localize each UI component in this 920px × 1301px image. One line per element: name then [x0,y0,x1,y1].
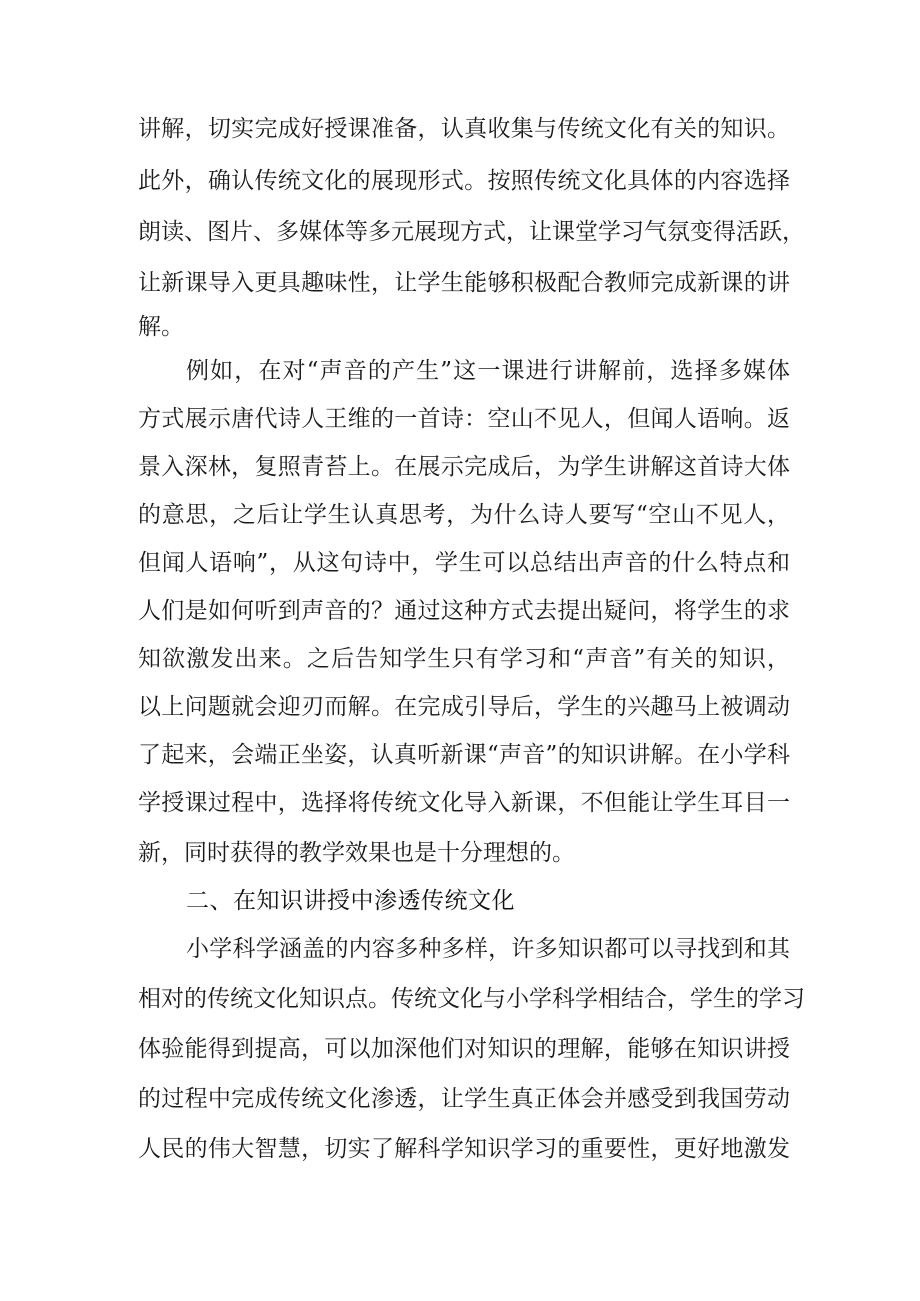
text-line: 的意思，之后让学生认真思考，为什么诗人要写“空山不见人， [138,502,790,528]
text-line: 小学科学涵盖的内容多种多样，许多知识都可以寻找到和其 [186,936,790,962]
text-line: 例如，在对“声音的产生”这一课进行讲解前，选择多媒体 [186,358,790,384]
text-line: 朗读、图片、多媒体等多元展现方式，让课堂学习气氛变得活跃， [138,219,805,245]
section-heading: 二、在知识讲授中渗透传统文化 [186,888,515,914]
text-line: 的过程中完成传统文化渗透，让学生真正体会并感受到我国劳动 [138,1086,790,1112]
text-line: 人民的伟大智慧，切实了解科学知识学习的重要性，更好地激发 [138,1136,790,1162]
text-line: 人们是如何听到声音的？通过这种方式去提出疑问，将学生的求 [138,598,790,624]
text-line: 知欲激发出来。之后告知学生只有学习和“声音”有关的知识， [138,646,790,672]
text-line: 新，同时获得的教学效果也是十分理想的。 [138,840,575,866]
text-line: 方式展示唐代诗人王维的一首诗：空山不见人，但闻人语响。返 [138,406,790,432]
text-line: 此外，确认传统文化的展现形式。按照传统文化具体的内容选择 [138,168,790,194]
text-line: 相对的传统文化知识点。传统文化与小学科学相结合，学生的学习 [138,986,805,1012]
text-line: 以上问题就会迎刃而解。在完成引导后，学生的兴趣马上被调动 [138,694,790,720]
text-line: 讲解，切实完成好授课准备，认真收集与传统文化有关的知识。 [138,116,790,142]
text-line: 但闻人语响”，从这句诗中，学生可以总结出声音的什么特点和 [138,550,790,576]
text-line: 学授课过程中，选择将传统文化导入新课，不但能让学生耳目一 [138,790,790,816]
text-line: 了起来，会端正坐姿，认真听新课“声音”的知识讲解。在小学科 [138,742,790,768]
text-line: 解。 [138,314,184,340]
text-line: 景入深林，复照青苔上。在展示完成后，为学生讲解这首诗大体 [138,454,790,480]
text-line: 让新课导入更具趣味性，让学生能够积极配合教师完成新课的讲 [138,270,790,296]
text-line: 体验能得到提高，可以加深他们对知识的理解，能够在知识讲授 [138,1036,790,1062]
